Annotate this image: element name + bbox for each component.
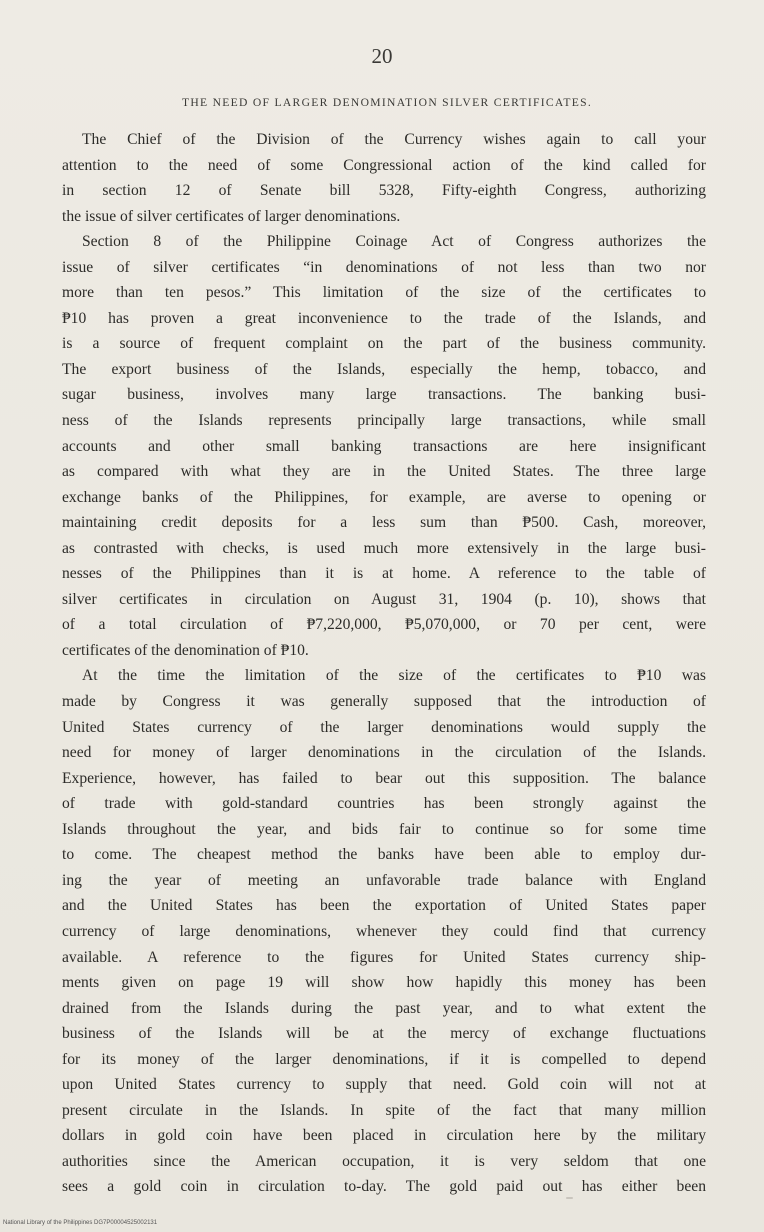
- text-line: business of the Islands will be at the mercy of exchange fluctuations: [62, 1025, 706, 1043]
- text-line: At the time the limitation of the size of the certificates to ₱10 was: [82, 667, 706, 685]
- text-line: sugar business, involves many large transactions. The banking busi-: [62, 386, 706, 404]
- text-line: United States currency of the larger denominations would supply the: [62, 718, 706, 736]
- text-line: silver certificates in circulation on August 31, 1904 (p. 10), shows that: [62, 590, 706, 608]
- text-line: The Chief of the Division of the Currency wishes again to call your: [82, 131, 706, 148]
- text-line: ments given on page 19 will show how hapidly this money has been: [62, 974, 706, 992]
- text-line: and the United States has been the exportation of United States paper: [62, 897, 706, 915]
- text-line: available. A reference to the figures for United States currency ship-: [62, 948, 706, 966]
- text-line: certificates of the denomination of ₱10.: [62, 641, 309, 659]
- text-line: need for money of larger denominations in the circulation of the Islands.: [62, 744, 706, 762]
- text-line: as compared with what they are in the United States. The three large: [62, 463, 706, 481]
- text-line: ness of the Islands represents principally large transactions, while small: [62, 412, 706, 430]
- text-line: currency of large denominations, whenever they could find that currency: [62, 922, 706, 940]
- text-line: is a source of frequent complaint on the part of the business community.: [62, 335, 706, 353]
- text-line: ₱10 has proven a great inconvenience to the trade of the Islands, and: [62, 309, 706, 327]
- text-line: of trade with gold-standard countries has been strongly against the: [62, 795, 706, 813]
- text-line: more than ten pesos.” This limitation of the size of the certificates to: [62, 284, 706, 302]
- text-line: accounts and other small banking transactions are here insignificant: [62, 437, 706, 455]
- text-line: of a total circulation of ₱7,220,000, ₱5,070,000, or 70 per cent, were: [62, 616, 706, 634]
- text-line: ing the year of meeting an unfavorable trade balance with England: [62, 871, 706, 889]
- scan-source-footer: National Library of the Philippines DG7P00004525002131: [3, 1220, 158, 1226]
- text-line: exchange banks of the Philippines, for example, are averse to opening or: [62, 488, 706, 506]
- page-number: 20: [371, 44, 393, 68]
- text-line: nesses of the Philippines than it is at home. A reference to the table of: [62, 565, 706, 583]
- text-line: the issue of silver certificates of larger denominations.: [62, 207, 401, 225]
- text-line: The export business of the Islands, especially the hemp, tobacco, and: [62, 360, 706, 378]
- text-line: made by Congress it was generally supposed that the introduction of: [62, 693, 706, 711]
- text-line: maintaining credit deposits for a less sum than ₱500. Cash, moreover,: [62, 514, 706, 532]
- text-line: for its money of the larger denominations, if it is compelled to depend: [62, 1050, 706, 1068]
- text-line: to come. The cheapest method the banks have been able to employ dur-: [62, 846, 706, 864]
- text-line: Experience, however, has failed to bear out this supposition. The balance: [62, 769, 706, 787]
- text-line: as contrasted with checks, is used much more extensively in the large busi-: [62, 539, 706, 557]
- text-line: drained from the Islands during the past year, and to what extent the: [62, 999, 706, 1017]
- body-text: [62, 127, 706, 1200]
- text-line: dollars in gold coin have been placed in circulation here by the military: [62, 1127, 706, 1145]
- text-line: present circulate in the Islands. In spite of the fact that many million: [62, 1101, 706, 1119]
- text-line: attention to the need of some Congressional action of the kind called for: [62, 156, 706, 174]
- text-line: authorities since the American occupation, it is very seldom that one: [62, 1152, 706, 1170]
- text-line: in section 12 of Senate bill 5328, Fifty-eighth Congress, authorizing: [62, 182, 706, 200]
- text-line: upon United States currency to supply that need. Gold coin will not at: [62, 1076, 706, 1094]
- text-line: Section 8 of the Philippine Coinage Act of Congress authorizes the: [82, 233, 706, 251]
- section-heading: THE NEED OF LARGER DENOMINATION SILVER CERTIFICATES.: [181, 96, 593, 109]
- text-line: issue of silver certificates “in denominations of not less than two nor: [62, 258, 706, 276]
- paper-speck: [566, 1197, 573, 1199]
- text-line: sees a gold coin in circulation to-day. The gold paid out has either been: [62, 1178, 706, 1196]
- text-line: Islands throughout the year, and bids fair to continue so for some time: [62, 820, 706, 838]
